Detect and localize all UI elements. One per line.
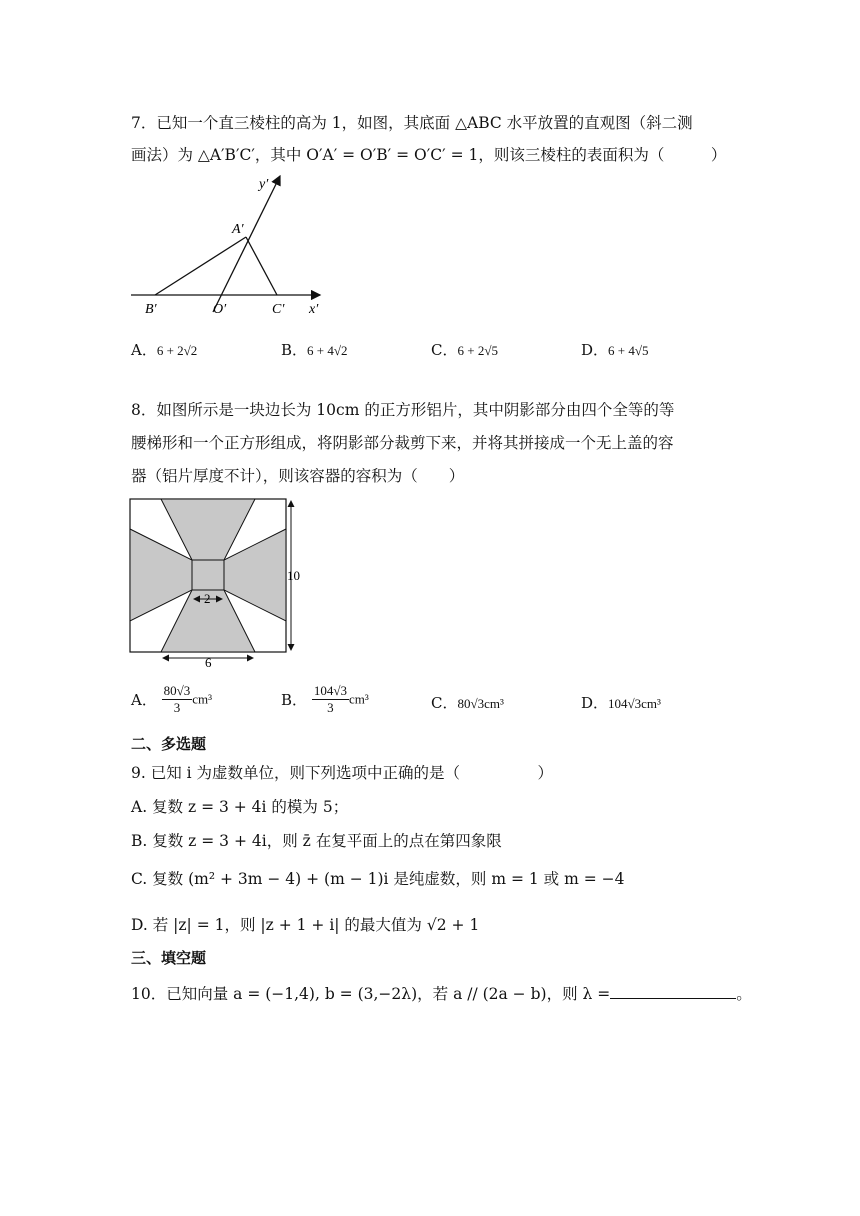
q9-option-d[interactable]: D. 若 |z| = 1，则 |z + 1 + i| 的最大值为 √2 + 1: [131, 916, 480, 934]
dim-bottom-label: 6: [205, 655, 212, 670]
q10-text: 10．已知向量 a = (−1,4), b = (3,−2λ)，若 a // (2a − b)，则 λ =: [131, 985, 611, 1003]
label-o: O′: [213, 302, 227, 317]
q7-option-b[interactable]: B．6 + 4√2: [281, 341, 348, 359]
center-square: [192, 560, 224, 590]
q8-figure: [125, 495, 315, 670]
section-fill-in: 三、填空题: [131, 949, 207, 967]
q7-line1: 7．已知一个直三棱柱的高为 1，如图，其底面 △ABC 水平放置的直观图（斜二测: [131, 114, 693, 132]
q7-option-d[interactable]: D．6 + 4√5: [581, 341, 649, 359]
q8-line3: 器（铝片厚度不计），则该容器的容积为（ ）: [131, 467, 465, 485]
q8-line1: 8．如图所示是一块边长为 10cm 的正方形铝片，其中阴影部分由四个全等的等: [131, 401, 675, 419]
edge-ba: [155, 237, 246, 295]
q9-stem: 9. 已知 i 为虚数单位，则下列选项中正确的是（ ）: [131, 764, 554, 782]
edge-ac: [246, 237, 277, 295]
q9-option-c[interactable]: C. 复数 (m² + 3m − 4) + (m − 1)i 是纯虚数，则 m = 1 或 m = −4: [131, 870, 625, 888]
section-multiple-choice: 二、多选题: [131, 735, 207, 753]
label-x: x′: [309, 302, 319, 317]
q10-end: 。: [736, 985, 752, 1003]
q8-option-b[interactable]: B． $\frac{104√3}{3}$ cm³: [281, 683, 369, 715]
q8-option-c[interactable]: C．80√3cm³: [431, 694, 504, 712]
q8-line2: 腰梯形和一个正方形组成，将阴影部分裁剪下来，并将其拼接成一个无上盖的容: [131, 434, 674, 452]
dim-side-label: 10: [287, 568, 300, 583]
dim-inner-label: 2: [204, 591, 211, 606]
q10-line: [131, 984, 752, 1004]
q7-line2: 画法）为 △A′B′C′，其中 O′A′ = O′B′ = O′C′ = 1，则该三棱柱的表面积为（ ）: [131, 146, 727, 164]
label-b: B′: [145, 302, 157, 317]
y-axis: [213, 176, 280, 312]
q7-option-a[interactable]: A．6 + 2√2: [131, 341, 198, 359]
q7-option-c[interactable]: C．6 + 2√5: [431, 341, 498, 359]
q8-option-d[interactable]: D．104√3cm³: [581, 694, 661, 712]
q8-option-a[interactable]: A． $\frac{80√3}{3}$ cm³: [131, 683, 213, 715]
label-c: C′: [272, 302, 285, 317]
q9-option-a[interactable]: A. 复数 z = 3 + 4i 的模为 5；: [131, 798, 349, 816]
q7-figure: [125, 170, 345, 320]
label-a: A′: [232, 222, 244, 237]
label-y: y′: [259, 177, 269, 192]
q10-answer-blank[interactable]: [610, 984, 736, 999]
q9-option-b[interactable]: B. 复数 z = 3 + 4i，则 z̄ 在复平面上的点在第四象限: [131, 832, 502, 850]
